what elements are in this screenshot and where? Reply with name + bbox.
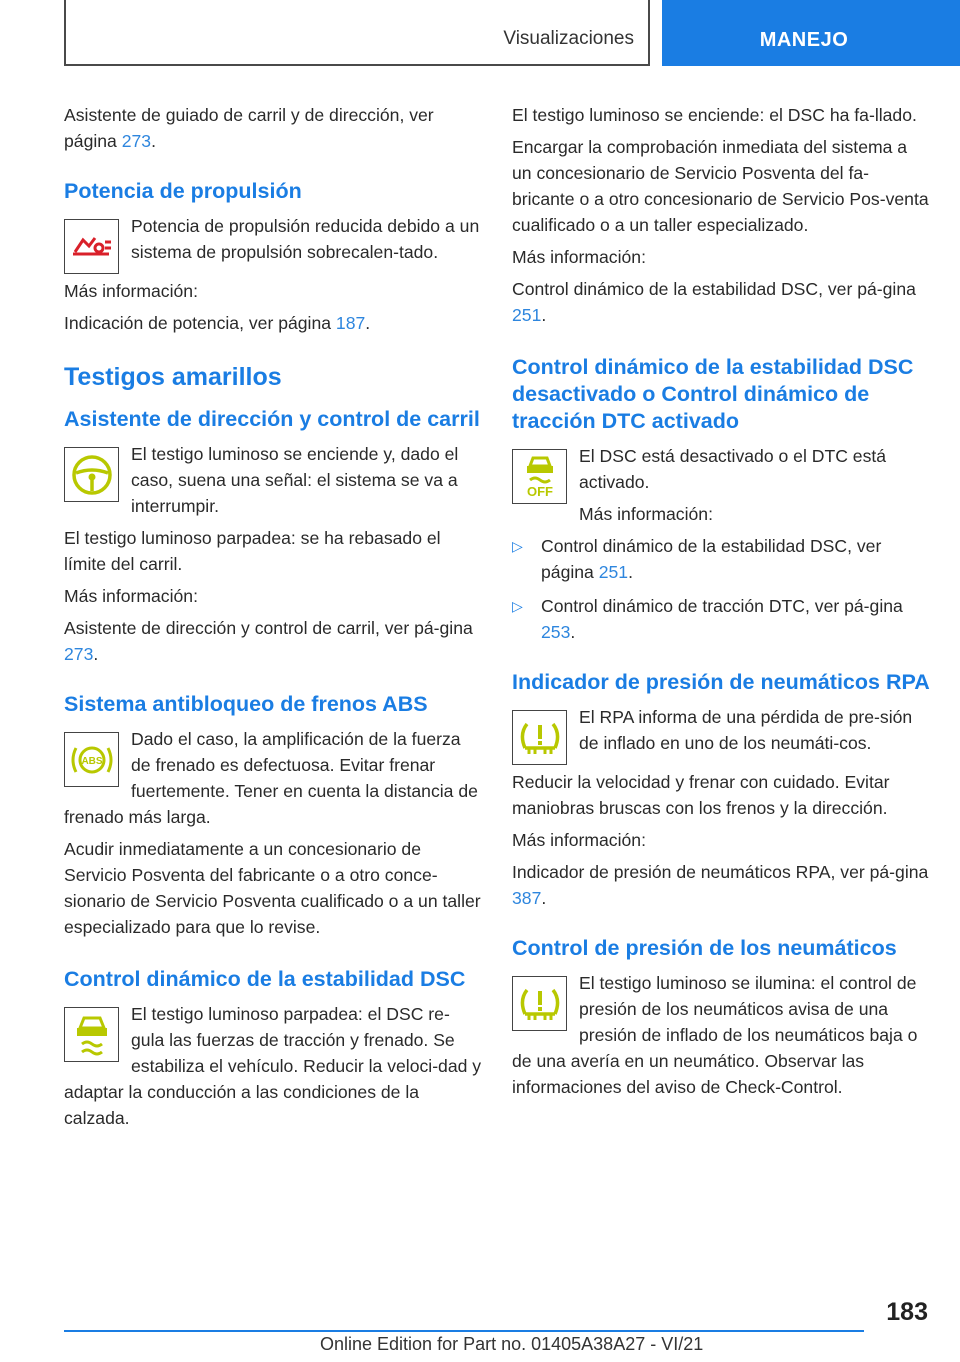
- lane-steering-icon: [64, 447, 119, 502]
- rpa-more: Más información:: [512, 830, 646, 850]
- asistente-block: [64, 441, 482, 525]
- footer-divider: [64, 1330, 864, 1332]
- rpa-ref: Indicador de presión de neumáticos RPA, ver pá-gina 387.: [512, 862, 929, 908]
- powertrain-warning-icon: [64, 219, 119, 274]
- abs-icon: [64, 732, 119, 787]
- asistente-ref: Asistente de dirección y control de carril, ver pá-gina 273.: [64, 618, 473, 664]
- presion-block: [512, 970, 930, 1106]
- section-title: Visualizaciones: [503, 28, 634, 49]
- dsc-off-block: [512, 443, 930, 533]
- page-link[interactable]: 273: [64, 644, 94, 664]
- dsc-off-more: Más información:: [579, 504, 713, 524]
- asistente-more: Más información:: [64, 586, 198, 606]
- dsc-body: El testigo luminoso parpadea: el DSC re-gula las fuerzas de tracción y frenado. Se estabiliza el vehículo. Reducir la veloci-dad y adaptar la conducción a las condiciones de la calzada.: [64, 1004, 482, 1128]
- list-item: ▷ Control dinámico de tracción DTC, ver pá-gina 253.: [512, 593, 930, 645]
- chapter-title[interactable]: MANEJO: [759, 29, 849, 51]
- tire-pressure-icon: [512, 710, 567, 765]
- asistente-body: El testigo luminoso se enciende y, dado el caso, suena una señal: el sistema se va a interrumpir.: [131, 444, 459, 516]
- heading-dsc-off: Control dinámico de la estabilidad DSC desactivado o Control dinámico de tracción DTC activado: [512, 355, 914, 433]
- svg-text:ABS: ABS: [80, 755, 103, 767]
- intro-paragraph: Asistente de guiado de carril y de dirección, ver página 273.: [64, 105, 434, 151]
- heading-amarillos: Testigos amarillos: [64, 363, 282, 391]
- page-number: 183: [886, 1298, 928, 1326]
- dsc-on-ref: Control dinámico de la estabilidad DSC, ver pá-gina 251.: [512, 279, 916, 325]
- page-link[interactable]: 251: [512, 305, 542, 325]
- left-column: [64, 102, 482, 1137]
- page-link[interactable]: 273: [121, 131, 152, 151]
- list-item: ▷ Control dinámico de la estabilidad DSC, ver página 251.: [512, 533, 930, 585]
- dsc-on-body: El testigo luminoso se enciende: el DSC ha fa-llado.: [512, 105, 917, 125]
- dsc-off-refs: [512, 533, 930, 645]
- footer-edition: Online Edition for Part no. 01405A38A27 - VI/21: [320, 1334, 704, 1354]
- heading-asistente: Asistente de dirección y control de carril: [64, 407, 480, 431]
- potencia-block: [64, 213, 482, 278]
- heading-abs: Sistema antibloqueo de frenos ABS: [64, 692, 428, 716]
- presion-body: El testigo luminoso se ilumina: el control de presión de los neumáticos avisa de una presión de inflado de los neumáticos baja o de una avería en un neumático. Observar las informaciones del aviso de Check-Control.: [512, 973, 918, 1097]
- potencia-ref: Indicación de potencia, ver página 187.: [64, 313, 371, 333]
- dsc-icon: [64, 1007, 119, 1062]
- abs-block: [64, 726, 482, 836]
- potencia-body: Potencia de propulsión reducida debido a un sistema de propulsión sobrecalen-tado.: [131, 216, 480, 262]
- heading-rpa: Indicador de presión de neumáticos RPA: [512, 670, 930, 694]
- rpa-action: Reducir la velocidad y frenar con cuidado. Evitar maniobras bruscas con los frenos y la dirección.: [512, 772, 890, 818]
- dsc-on-action: Encargar la comprobación inmediata del sistema a un concesionario de Servicio Posventa del fa-bricante o a otro concesionario de Servicio Pos-venta cualificado o a un taller especializado.: [512, 137, 929, 235]
- heading-presion: Control de presión de los neumáticos: [512, 936, 897, 960]
- arrow-right-icon: ▷: [512, 598, 523, 614]
- dsc-on-more: Más información:: [512, 247, 646, 267]
- right-column: [512, 102, 930, 1106]
- heading-dsc: Control dinámico de la estabilidad DSC: [64, 967, 466, 991]
- asistente-blink: El testigo luminoso parpadea: se ha rebasado el límite del carril.: [64, 528, 441, 574]
- abs-body: Dado el caso, la amplificación de la fuerza de frenado es defectuosa. Evitar frenar fuertemente. Tener en cuenta la distancia de frenado más larga.: [64, 729, 478, 827]
- dsc-block: [64, 1001, 482, 1137]
- svg-text:OFF: OFF: [526, 483, 553, 499]
- dsc-off-body: El DSC está desactivado o el DTC está activado.: [579, 446, 887, 492]
- page-link[interactable]: 187: [335, 313, 366, 333]
- potencia-more: Más información:: [64, 281, 198, 301]
- tire-pressure-icon: [512, 976, 567, 1031]
- rpa-block: [512, 704, 930, 769]
- dsc-off-icon: [512, 449, 567, 504]
- page-link[interactable]: 253: [541, 622, 571, 642]
- page-link[interactable]: 251: [598, 562, 629, 582]
- abs-action: Acudir inmediatamente a un concesionario de Servicio Posventa del fabricante o a otro conce-sionario de Servicio Posventa cualificado o a un taller especializado para que lo revise.: [64, 839, 481, 937]
- arrow-right-icon: ▷: [512, 538, 523, 554]
- rpa-body: El RPA informa de una pérdida de pre-sión de inflado en uno de los neumáti-cos.: [579, 707, 913, 753]
- page-link[interactable]: 387: [512, 888, 542, 908]
- heading-potencia: Potencia de propulsión: [64, 179, 302, 203]
